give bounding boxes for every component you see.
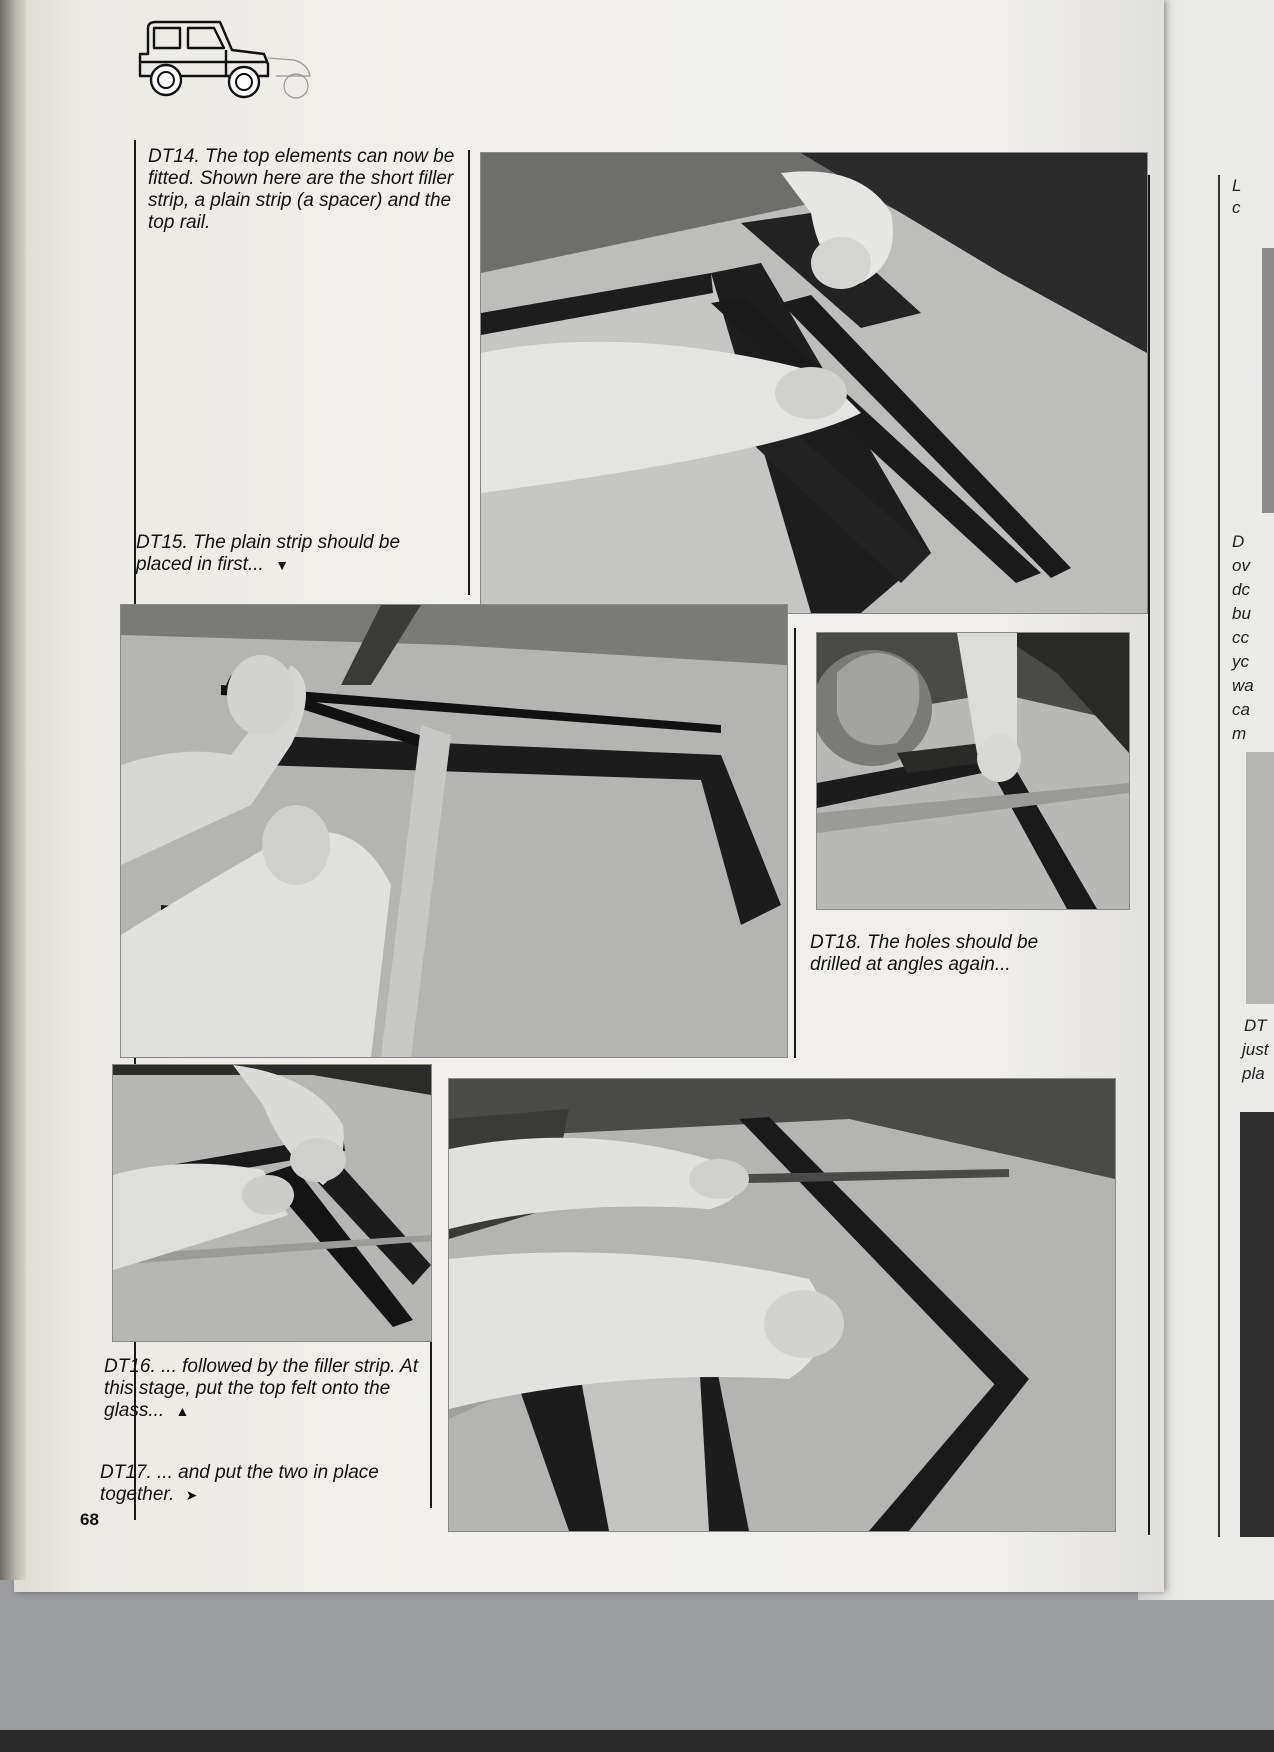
- right-page-fragment: wa: [1232, 676, 1254, 695]
- book-spine: [0, 0, 26, 1580]
- desk-edge: [0, 1730, 1274, 1752]
- land-rover-vehicle-icon: [136, 14, 336, 110]
- right-page-fragment: dc: [1232, 580, 1250, 599]
- column-rule-dt18: [794, 628, 796, 1058]
- caption-dt18: [810, 932, 1080, 976]
- caption-dt16: [104, 1356, 426, 1422]
- right-page-fragment: DT: [1244, 1016, 1267, 1035]
- caption-dt17: [100, 1462, 422, 1506]
- photo-dt14: [480, 152, 1148, 614]
- right-page-photo: [1246, 752, 1274, 1004]
- column-rule-middle: [468, 150, 470, 595]
- caption-dt15-text: DT15. The plain strip should be placed in first...: [136, 532, 401, 575]
- right-page-fragment: cc: [1232, 628, 1249, 647]
- caption-dt17-text: DT17. ... and put the two in place together.: [100, 1462, 379, 1505]
- page-number: 68: [80, 1510, 99, 1529]
- right-page-photo-edge: [1262, 248, 1274, 513]
- arrow-down-icon: ▼: [275, 557, 289, 573]
- right-page-column-rule: [1218, 175, 1220, 1537]
- right-page-fragment: c: [1232, 198, 1241, 217]
- right-page-fragment: ca: [1232, 700, 1250, 719]
- right-page-fragment: L: [1232, 176, 1242, 195]
- right-page-fragment: bu: [1232, 604, 1251, 623]
- right-page-fragment: pla: [1242, 1064, 1265, 1083]
- photo-dt18: [816, 632, 1130, 910]
- right-page-fragment: D: [1232, 532, 1245, 551]
- caption-dt14: [148, 146, 466, 234]
- arrow-up-icon: ▲: [175, 1403, 190, 1419]
- photo-dt15: [120, 604, 788, 1058]
- right-page-fragment: ov: [1232, 556, 1250, 575]
- caption-dt15: [136, 532, 446, 576]
- column-rule-right: [1148, 175, 1150, 1535]
- right-page-photo-dark: [1240, 1112, 1274, 1537]
- desk-surface: [0, 1580, 1274, 1752]
- photo-dt16: [112, 1064, 432, 1342]
- caption-dt16-text: DT16. ... followed by the filler strip. At this stage, put the top felt onto the glass...: [104, 1356, 418, 1421]
- right-page-fragment: just: [1242, 1040, 1269, 1059]
- right-page-fragment: m: [1232, 724, 1247, 743]
- caption-dt18-text: DT18. The holes should be drilled at angles again...: [810, 932, 1039, 975]
- right-page-fragment: yc: [1232, 652, 1249, 671]
- photo-dt17: [448, 1078, 1116, 1532]
- arrow-right-icon: ➤: [185, 1487, 198, 1503]
- caption-dt14-text: DT14. The top elements can now be fitted. Shown here are the short filler strip, a plain strip (a spacer) and the top rail.: [148, 146, 455, 233]
